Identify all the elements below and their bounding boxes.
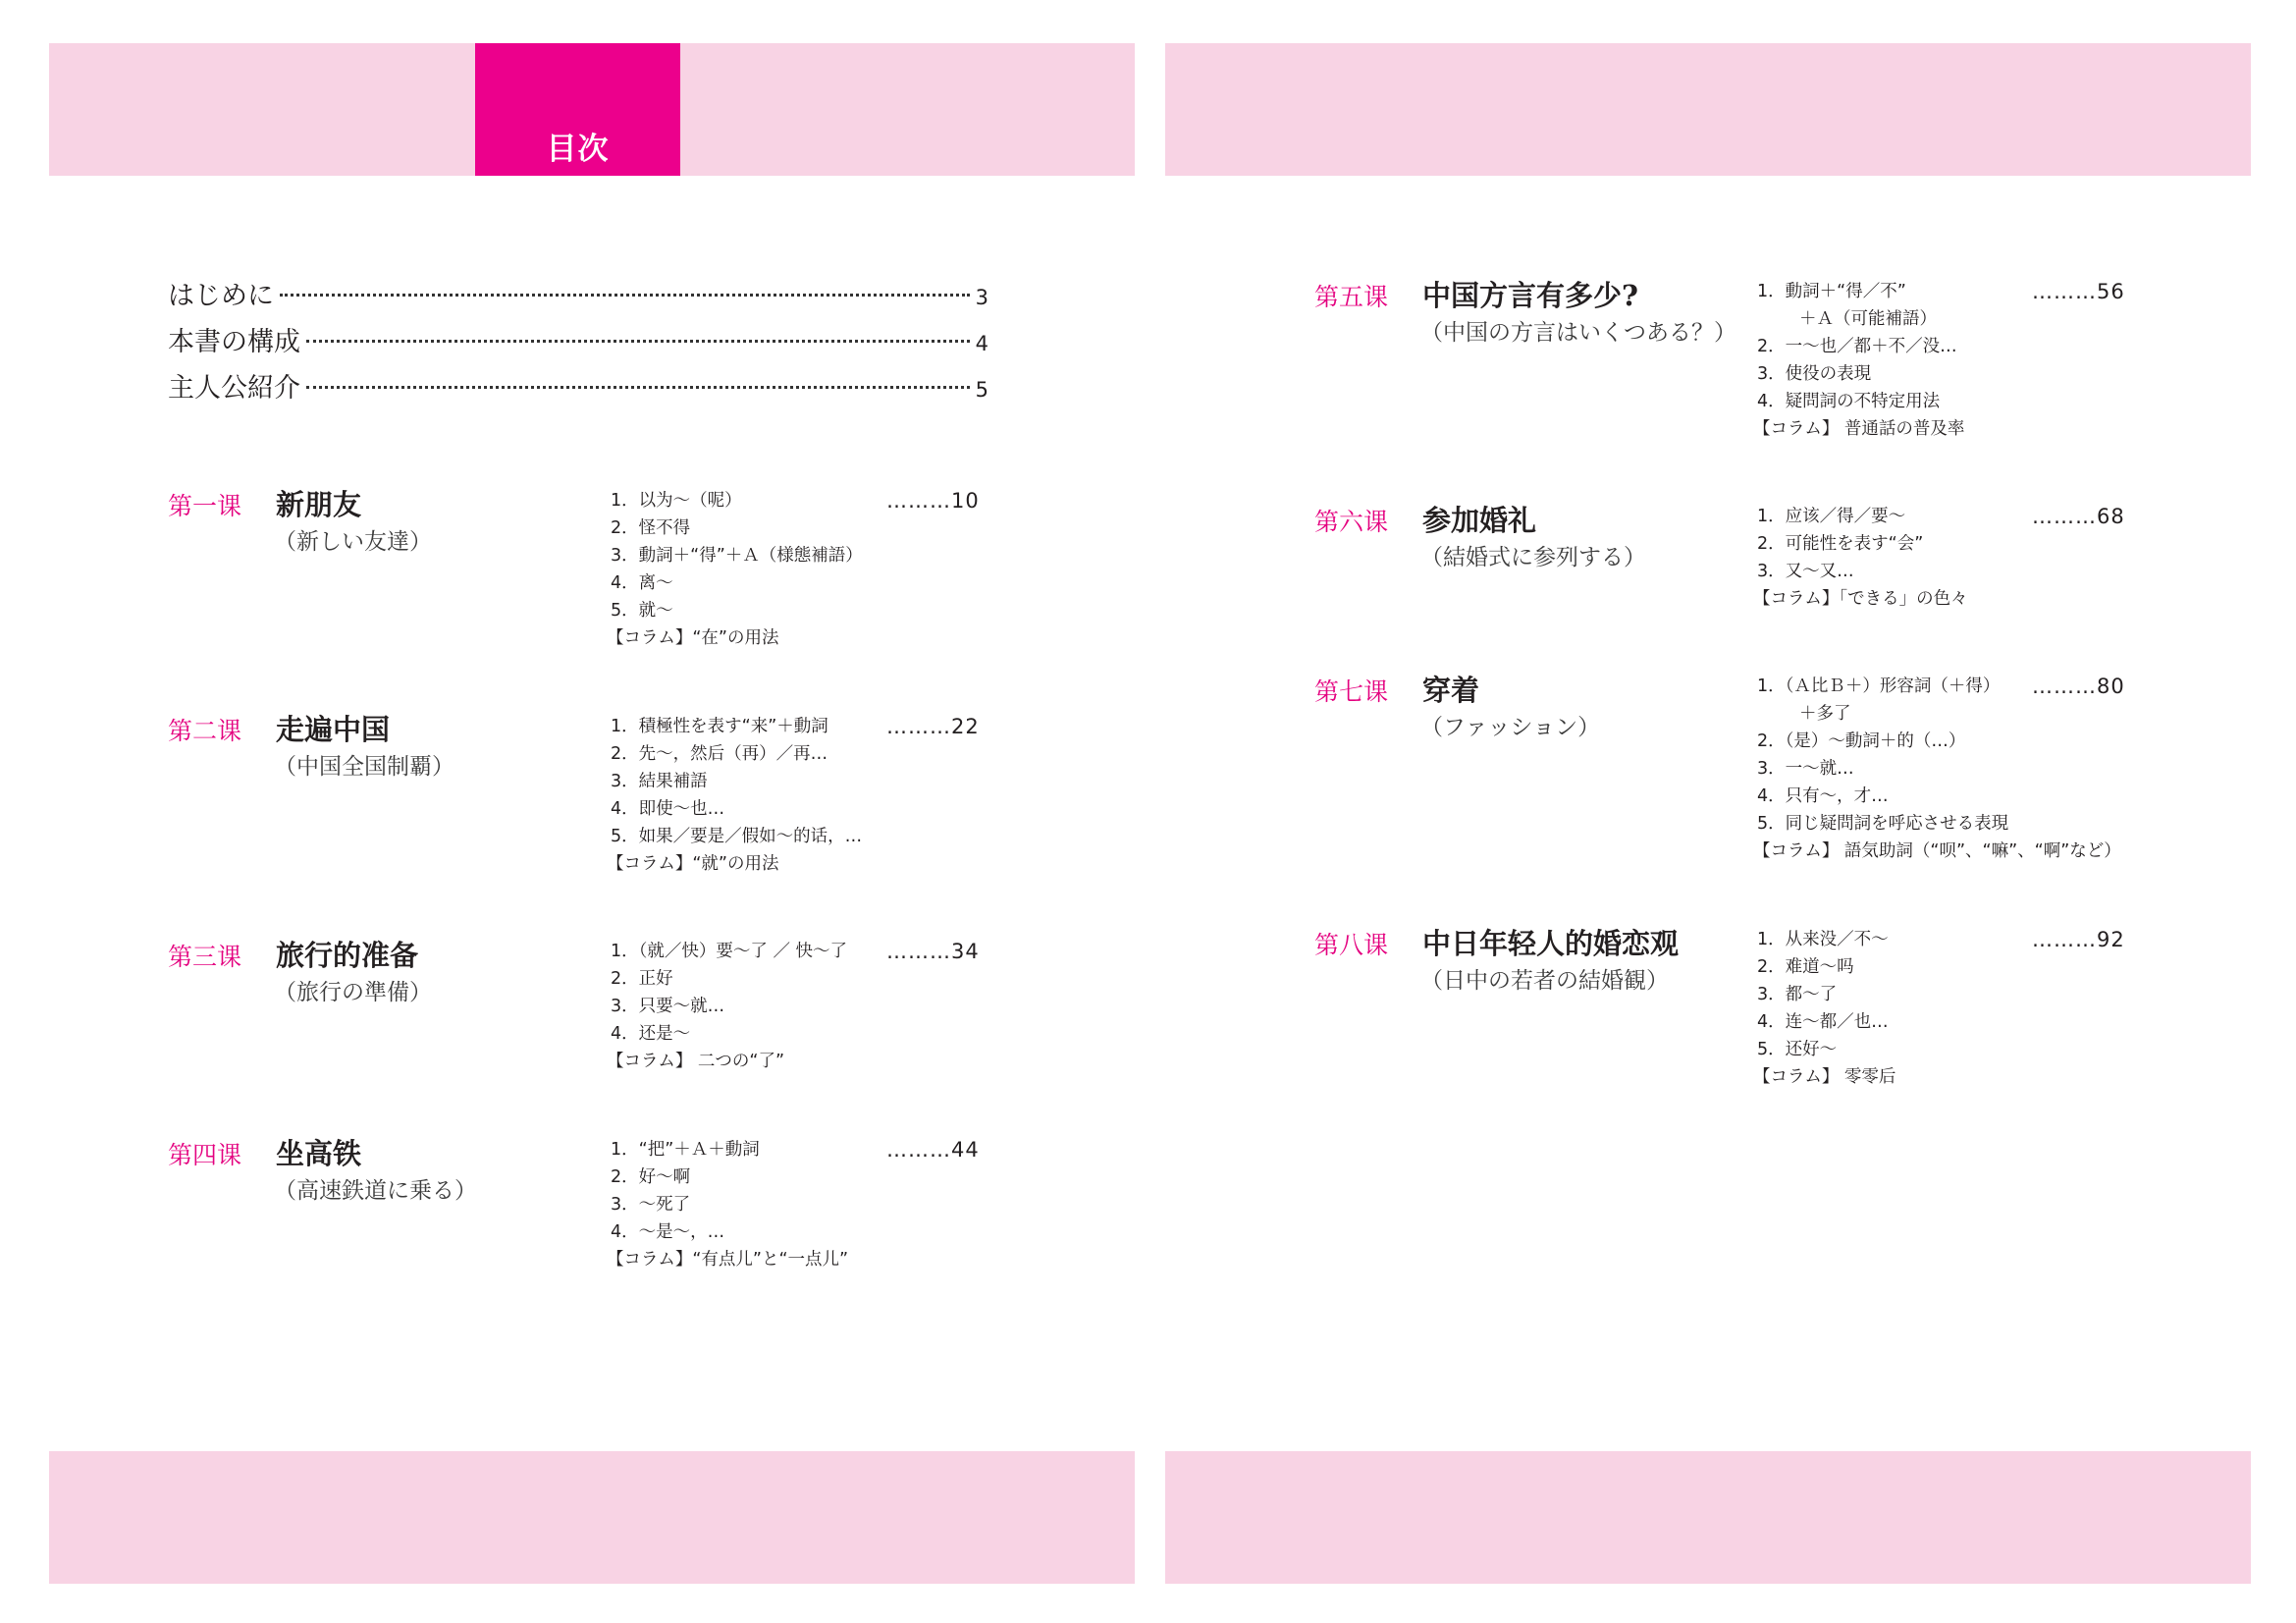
- column-note: 【コラム】“就”の用法: [607, 854, 779, 874]
- grammar-point: 3．～死了: [611, 1195, 691, 1215]
- grammar-point: 5．如果／要是／假如～的话，…: [611, 827, 863, 846]
- column-note: 【コラム】 二つの“了”: [607, 1052, 785, 1071]
- lesson-subtitle: （ファッション）: [1420, 715, 1601, 740]
- grammar-point: 3．又～又…: [1757, 562, 1854, 581]
- grammar-point: 3．一～就…: [1757, 759, 1854, 779]
- lesson-subtitle: （中国の方言はいくつある？）: [1420, 320, 1736, 346]
- grammar-point: 4．即使～也…: [611, 799, 725, 819]
- lesson-number: 第三课: [168, 943, 242, 971]
- lesson-title: 中国方言有多少?: [1422, 279, 1638, 312]
- grammar-point: 3．結果補語: [611, 772, 708, 791]
- grammar-point: 3．使役の表現: [1757, 364, 1872, 384]
- grammar-point-continued: ＋多了: [1799, 704, 1851, 724]
- grammar-point: 2．先～，然后（再）／再…: [611, 744, 828, 764]
- bottom-band-left: [49, 1451, 1135, 1584]
- lesson-subtitle: （高速鉄道に乗る）: [274, 1178, 477, 1204]
- lesson-7-points: [1753, 673, 2121, 865]
- dot-leader: [306, 386, 970, 389]
- lesson-subtitle: （旅行の準備）: [274, 980, 432, 1005]
- toc-entry-characters[interactable]: [168, 366, 988, 405]
- lesson-4-points: [607, 1136, 848, 1273]
- column-note: 【コラム】“有点儿”と“一点儿”: [607, 1250, 849, 1270]
- lesson-title: 走遍中国: [276, 713, 391, 746]
- grammar-point: 5．同じ疑問詞を呼応させる表現: [1757, 814, 2009, 834]
- lesson-title: 中日年轻人的婚恋观: [1422, 927, 1680, 960]
- grammar-point: 2．正好: [611, 969, 673, 989]
- lesson-subtitle: （結婚式に参列する）: [1420, 545, 1646, 570]
- lesson-title: 穿着: [1422, 674, 1480, 707]
- dot-leader: [280, 294, 970, 297]
- lesson-number: 第二课: [168, 717, 242, 745]
- lesson-number: 第五课: [1314, 283, 1389, 311]
- grammar-point: 5．还好～: [1757, 1040, 1838, 1059]
- lesson-number: 第四课: [168, 1141, 242, 1169]
- toc-entry-page: 4: [975, 332, 988, 355]
- lesson-7-page: ………80: [2032, 675, 2125, 698]
- lesson-8-points: [1753, 926, 1896, 1091]
- top-band-right: [1165, 43, 2251, 176]
- lesson-subtitle: （日中の若者の結婚観）: [1420, 968, 1669, 994]
- grammar-point: 2．怪不得: [611, 518, 691, 538]
- grammar-point: 2．（是）～動詞＋的（…）: [1757, 731, 1966, 751]
- grammar-point: 1．（就／快）要～了 ／ 快～了: [611, 942, 848, 961]
- grammar-point: 3．只要～就…: [611, 997, 725, 1016]
- grammar-point: 1．应该／得／要～: [1757, 507, 1906, 526]
- lesson-2-page: ………22: [886, 715, 980, 738]
- lesson-4-page: ………44: [886, 1138, 980, 1162]
- column-note: 【コラム】 零零后: [1753, 1067, 1896, 1087]
- grammar-point: 4．离～: [611, 573, 673, 593]
- toc-entry-page: 3: [975, 286, 988, 309]
- lesson-subtitle: （中国全国制覇）: [274, 754, 454, 780]
- grammar-point: 4．疑問詞の不特定用法: [1757, 392, 1941, 411]
- dot-leader: [306, 340, 970, 343]
- grammar-point: 1．从来没／不～: [1757, 930, 1889, 949]
- grammar-point: 1．（Ａ比Ｂ＋）形容詞（＋得）: [1757, 676, 2001, 696]
- lesson-6-page: ………68: [2032, 505, 2125, 528]
- lesson-5-page: ………56: [2032, 280, 2125, 303]
- lesson-8-page: ………92: [2032, 928, 2125, 951]
- grammar-point: 3．動詞＋“得”＋Ａ（様態補語）: [611, 546, 863, 566]
- grammar-point: 1．積極性を表す“来”＋動詞: [611, 717, 828, 736]
- lesson-number: 第七课: [1314, 677, 1389, 706]
- grammar-point: 2．难道～吗: [1757, 957, 1854, 977]
- grammar-point: 4．～是～，…: [611, 1222, 725, 1242]
- grammar-point: 4．还是～: [611, 1024, 691, 1044]
- toc-entry-page: 5: [975, 378, 988, 402]
- toc-entry-preface[interactable]: [168, 274, 988, 312]
- lesson-number: 第八课: [1314, 931, 1389, 959]
- lesson-1-points: [607, 487, 863, 652]
- column-note: 【コラム】「できる」の色々: [1753, 589, 1968, 609]
- lesson-number: 第一课: [168, 492, 242, 520]
- lesson-subtitle: （新しい友達）: [274, 529, 432, 555]
- grammar-point: 2．可能性を表す“会”: [1757, 534, 1924, 554]
- toc-entry-label: はじめに: [168, 281, 274, 311]
- grammar-point: 1．動詞＋“得／不”: [1757, 282, 1906, 301]
- grammar-point: 1．以为～（呢）: [611, 491, 742, 511]
- lesson-5-points: [1753, 278, 1964, 443]
- toc-entry-label: 主人公紹介: [168, 373, 300, 404]
- column-note: 【コラム】“在”の用法: [607, 628, 779, 648]
- grammar-point: 2．一～也／都＋不／没…: [1757, 337, 1957, 356]
- page-title: 目次: [475, 43, 680, 176]
- lesson-1-page: ………10: [886, 489, 980, 513]
- grammar-point: 3．都～了: [1757, 985, 1838, 1004]
- lesson-3-points: [607, 938, 847, 1075]
- lesson-title: 坐高铁: [276, 1137, 362, 1170]
- lesson-title: 旅行的准备: [276, 939, 419, 972]
- lesson-number: 第六课: [1314, 508, 1389, 536]
- toc-entry-label: 本書の構成: [168, 327, 300, 357]
- lesson-2-points: [607, 713, 862, 878]
- grammar-point: 1．“把”＋Ａ＋動詞: [611, 1140, 760, 1160]
- lesson-title: 新朋友: [276, 488, 362, 521]
- lesson-3-page: ………34: [886, 940, 980, 963]
- lesson-title: 参加婚礼: [1422, 504, 1537, 537]
- grammar-point-continued: ＋Ａ（可能補語）: [1799, 309, 1937, 329]
- grammar-point: 4．连～都／也…: [1757, 1012, 1889, 1032]
- grammar-point: 2．好～啊: [611, 1167, 691, 1187]
- lesson-6-points: [1753, 503, 1968, 613]
- grammar-point: 4．只有～，才…: [1757, 786, 1889, 806]
- toc-entry-structure[interactable]: [168, 320, 988, 358]
- grammar-point: 5．就～: [611, 601, 673, 621]
- column-note: 【コラム】 語気助詞（“呗”、“嘛”、“啊”など）: [1753, 841, 2121, 861]
- bottom-band-right: [1165, 1451, 2251, 1584]
- column-note: 【コラム】 普通話の普及率: [1753, 419, 1965, 439]
